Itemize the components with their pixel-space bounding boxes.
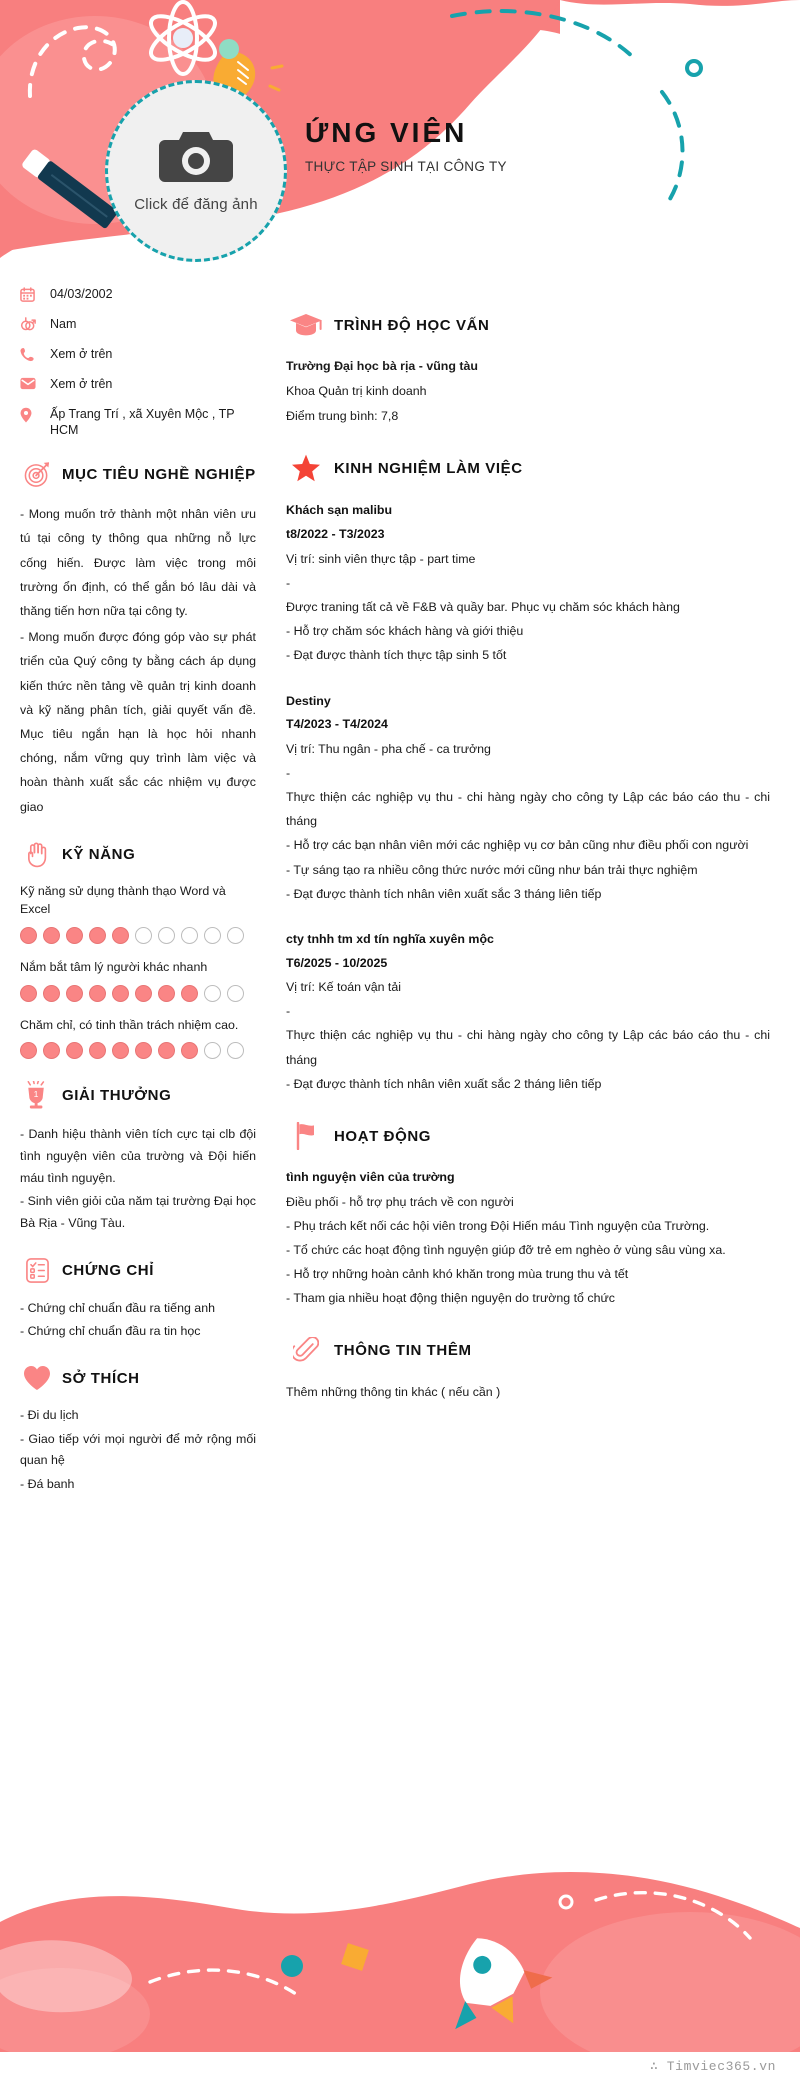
hand-icon: [20, 841, 54, 868]
footer-background-shapes: [0, 1842, 800, 2052]
location-icon: [20, 406, 42, 423]
rating-dot[interactable]: [181, 927, 198, 944]
contact-list: [20, 286, 256, 439]
rating-dot[interactable]: [43, 1042, 60, 1059]
section-title: KINH NGHIỆM LÀM VIỆC: [334, 460, 523, 478]
svg-text:1: 1: [33, 1089, 39, 1100]
contact-value: 04/03/2002: [50, 287, 113, 301]
section-title: HOẠT ĐỘNG: [334, 1127, 432, 1145]
section-heading-objective: [20, 461, 256, 488]
rating-dot[interactable]: [227, 985, 244, 1002]
skill-rating[interactable]: [20, 985, 256, 1002]
contact-row-gender: [20, 316, 256, 333]
camera-icon: [159, 126, 233, 184]
rating-dot[interactable]: [135, 927, 152, 944]
section-heading-awards: [20, 1081, 256, 1110]
phone-icon: [20, 346, 42, 362]
experience-entry: [286, 690, 770, 906]
rating-dot[interactable]: [66, 927, 83, 944]
contact-row-address: [20, 406, 256, 440]
left-column: [0, 262, 272, 1498]
paperclip-icon: [286, 1337, 326, 1364]
target-icon: [20, 461, 54, 488]
contact-row-birthdate: [20, 286, 256, 303]
experience-detail: - Tự sáng tạo ra nhiều công thức nước mới cũng như bán trải thực nghiệm: [286, 862, 698, 877]
rating-dot[interactable]: [20, 927, 37, 944]
rating-dot[interactable]: [66, 1042, 83, 1059]
experience-company: Khách sạn malibu: [286, 503, 393, 518]
rating-dot[interactable]: [66, 985, 83, 1002]
skill-item: [20, 1016, 256, 1060]
skill-rating[interactable]: [20, 1042, 256, 1059]
experience-detail: -: [286, 575, 291, 590]
rating-dot[interactable]: [20, 985, 37, 1002]
section-heading-experience: [286, 454, 770, 483]
experience-detail: Thực thiện các nghiệp vụ thu - chi hàng ngày cho công ty Lập các báo cáo thu - chi tháng: [286, 790, 770, 829]
watermark: ∴ Timviec365.vn: [649, 2059, 776, 2074]
award-line: - Danh hiệu thành viên tích cực tại clb đội tình nguyện viên của trường và Đội hiến máu tình nguyện.: [20, 1127, 256, 1185]
experience-position: Vị trí: Kế toán vận tải: [286, 980, 402, 995]
graduation-cap-icon: [286, 312, 326, 338]
activity-entry: [286, 1166, 770, 1311]
experience-date: T4/2023 - T4/2024: [286, 717, 388, 732]
experience-date: t8/2022 - T3/2023: [286, 527, 385, 541]
rating-dot[interactable]: [204, 985, 221, 1002]
award-line: - Sinh viên giỏi của năm tại trường Đại học Bà Rịa - Vũng Tàu.: [20, 1194, 256, 1230]
experience-position: Vị trí: sinh viên thực tập - part time: [286, 551, 476, 566]
contact-row-phone: [20, 346, 256, 363]
experience-entry: [286, 928, 770, 1096]
experience-detail: Được traning tất cả về F&B và quầy bar. Phục vụ chăm sóc khách hàng: [286, 599, 680, 614]
education-gpa: Điểm trung bình: 7,8: [286, 408, 399, 423]
experience-entry: [286, 499, 770, 667]
objective-paragraph: - Mong muốn được đóng góp vào sự phát triển của Quý công ty bằng cách áp dụng kiến thức nền tảng về quản trị kinh doanh và kỹ năng phân tích, giải quyết vấn đề. Mục tiêu ngắn hạn là học hỏi nhanh chóng, nắm vững quy trình làm việc và hoàn thành xuất sắc các nhiệm vụ được giao: [20, 630, 256, 814]
section-heading-education: [286, 312, 770, 338]
rating-dot[interactable]: [112, 1042, 129, 1059]
candidate-name: ỨNG VIÊN: [305, 117, 468, 148]
section-heading-more-info: [286, 1337, 770, 1364]
section-title: SỞ THÍCH: [62, 1369, 140, 1387]
rating-dot[interactable]: [158, 1042, 175, 1059]
skill-item: [20, 882, 256, 944]
rating-dot[interactable]: [43, 927, 60, 944]
rating-dot[interactable]: [43, 985, 60, 1002]
section-heading-activities: [286, 1122, 770, 1150]
hobby-line: - Đi du lịch: [20, 1408, 79, 1423]
activity-detail: - Hỗ trợ những hoàn cảnh khó khăn trong mùa trung thu và tết: [286, 1267, 629, 1282]
activity-detail: - Tham gia nhiều hoạt động thiện nguyện do trường tổ chức: [286, 1291, 615, 1306]
skill-label: Nắm bắt tâm lý người khác nhanh: [20, 959, 208, 974]
activity-detail: - Tổ chức các hoạt động tình nguyện giúp đỡ trẻ em nghèo ở vùng sâu vùng xa.: [286, 1242, 726, 1257]
experience-detail: - Đạt được thành tích nhân viên xuất sắc 2 tháng liên tiếp: [286, 1076, 602, 1091]
rating-dot[interactable]: [112, 927, 129, 944]
skill-item: [20, 958, 256, 1002]
skill-rating[interactable]: [20, 927, 256, 944]
more-info-line: Thêm những thông tin khác ( nếu cần ): [286, 1384, 501, 1399]
right-column: [272, 262, 800, 1404]
rating-dot[interactable]: [204, 927, 221, 944]
section-title: TRÌNH ĐỘ HỌC VẤN: [334, 316, 490, 334]
trophy-icon: [20, 1081, 54, 1110]
rating-dot[interactable]: [135, 985, 152, 1002]
experience-date: T6/2025 - 10/2025: [286, 955, 388, 970]
rating-dot[interactable]: [112, 985, 129, 1002]
skill-label: Kỹ năng sử dụng thành thạo Word và Excel: [20, 883, 226, 917]
experience-detail: - Hỗ trợ các bạn nhân viên mới các nghiệp vụ cơ bản cũng như điều phối con người: [286, 838, 749, 853]
mail-icon: [20, 376, 42, 390]
section-title: GIẢI THƯỞNG: [62, 1087, 172, 1105]
experience-detail: Thực thiện các nghiệp vụ thu - chi hàng ngày cho công ty Lập các báo cáo thu - chi tháng: [286, 1028, 770, 1067]
contact-row-email: [20, 376, 256, 393]
photo-upload-label: Click để đăng ảnh: [134, 195, 258, 213]
contact-value: Xem ở trên: [50, 376, 113, 391]
objective-paragraph: - Mong muốn trở thành một nhân viên ưu tú tại công ty thông qua những nỗ lực cống hiến. Được làm việc trong môi trường ổn định, có thể gắn bó lâu dài và thăng tiến hơn nữa tại công ty.: [20, 507, 256, 618]
contact-value: Nam: [50, 316, 77, 331]
experience-detail: -: [286, 765, 291, 780]
activity-detail: Điều phối - hỗ trợ phụ trách về con người: [286, 1194, 514, 1209]
section-title: THÔNG TIN THÊM: [334, 1341, 472, 1359]
rating-dot[interactable]: [89, 985, 106, 1002]
contact-value: Xem ở trên: [50, 346, 113, 361]
rating-dot[interactable]: [181, 1042, 198, 1059]
rating-dot[interactable]: [135, 1042, 152, 1059]
education-major: Khoa Quản trị kinh doanh: [286, 383, 427, 398]
rating-dot[interactable]: [204, 1042, 221, 1059]
name-block: [305, 118, 507, 174]
hobby-line: - Giao tiếp với mọi người để mở rộng mối quan hệ: [20, 1431, 256, 1468]
calendar-icon: [20, 286, 42, 302]
heart-icon: [20, 1365, 54, 1391]
candidate-subtitle: THỰC TẬP SINH TẠI CÔNG TY: [305, 158, 507, 174]
education-school: Trường Đại học bà rịa - vũng tàu: [286, 359, 478, 373]
cv-body: [0, 262, 800, 1498]
activity-title: tình nguyện viên của trường: [286, 1170, 455, 1184]
rating-dot[interactable]: [89, 1042, 106, 1059]
checklist-icon: [20, 1257, 54, 1284]
rating-dot[interactable]: [227, 927, 244, 944]
section-heading-hobbies: [20, 1365, 256, 1391]
footer-decoration: [0, 1842, 800, 2052]
section-title: KỸ NĂNG: [62, 845, 136, 863]
activity-detail: - Phụ trách kết nối các hội viên trong Đội Hiến máu Tình nguyện của Trường.: [286, 1218, 710, 1233]
section-title: CHỨNG CHỈ: [62, 1261, 155, 1279]
certificate-line: - Chứng chỉ chuẩn đầu ra tin học: [20, 1324, 201, 1339]
star-icon: [286, 454, 326, 483]
section-heading-certificates: [20, 1257, 256, 1284]
experience-detail: -: [286, 1004, 291, 1019]
rating-dot[interactable]: [227, 1042, 244, 1059]
section-title: MỤC TIÊU NGHỀ NGHIỆP: [62, 466, 256, 484]
hobby-line: - Đá banh: [20, 1477, 75, 1492]
gender-icon: [20, 316, 42, 332]
contact-value: Ấp Trang Trí , xã Xuyên Mộc , TP HCM: [50, 406, 235, 438]
experience-detail: - Đạt được thành tích thực tập sinh 5 tốt: [286, 648, 507, 663]
rating-dot[interactable]: [158, 927, 175, 944]
flag-icon: [286, 1122, 326, 1150]
rating-dot[interactable]: [158, 985, 175, 1002]
rating-dot[interactable]: [181, 985, 198, 1002]
section-heading-skills: [20, 841, 256, 868]
rating-dot[interactable]: [20, 1042, 37, 1059]
experience-company: Destiny: [286, 693, 331, 708]
skill-label: Chăm chỉ, có tinh thần trách nhiệm cao.: [20, 1017, 239, 1032]
photo-upload-button[interactable]: [105, 80, 287, 262]
rating-dot[interactable]: [89, 927, 106, 944]
experience-position: Vị trí: Thu ngân - pha chế - ca trưởng: [286, 741, 491, 756]
experience-detail: - Đạt được thành tích nhân viên xuất sắc 3 tháng liên tiếp: [286, 886, 602, 901]
experience-company: cty tnhh tm xd tín nghĩa xuyên mộc: [286, 931, 494, 946]
certificate-line: - Chứng chỉ chuẩn đầu ra tiếng anh: [20, 1300, 215, 1315]
experience-detail: - Hỗ trợ chăm sóc khách hàng và giới thiệu: [286, 624, 524, 639]
header-decoration: [0, 0, 800, 262]
